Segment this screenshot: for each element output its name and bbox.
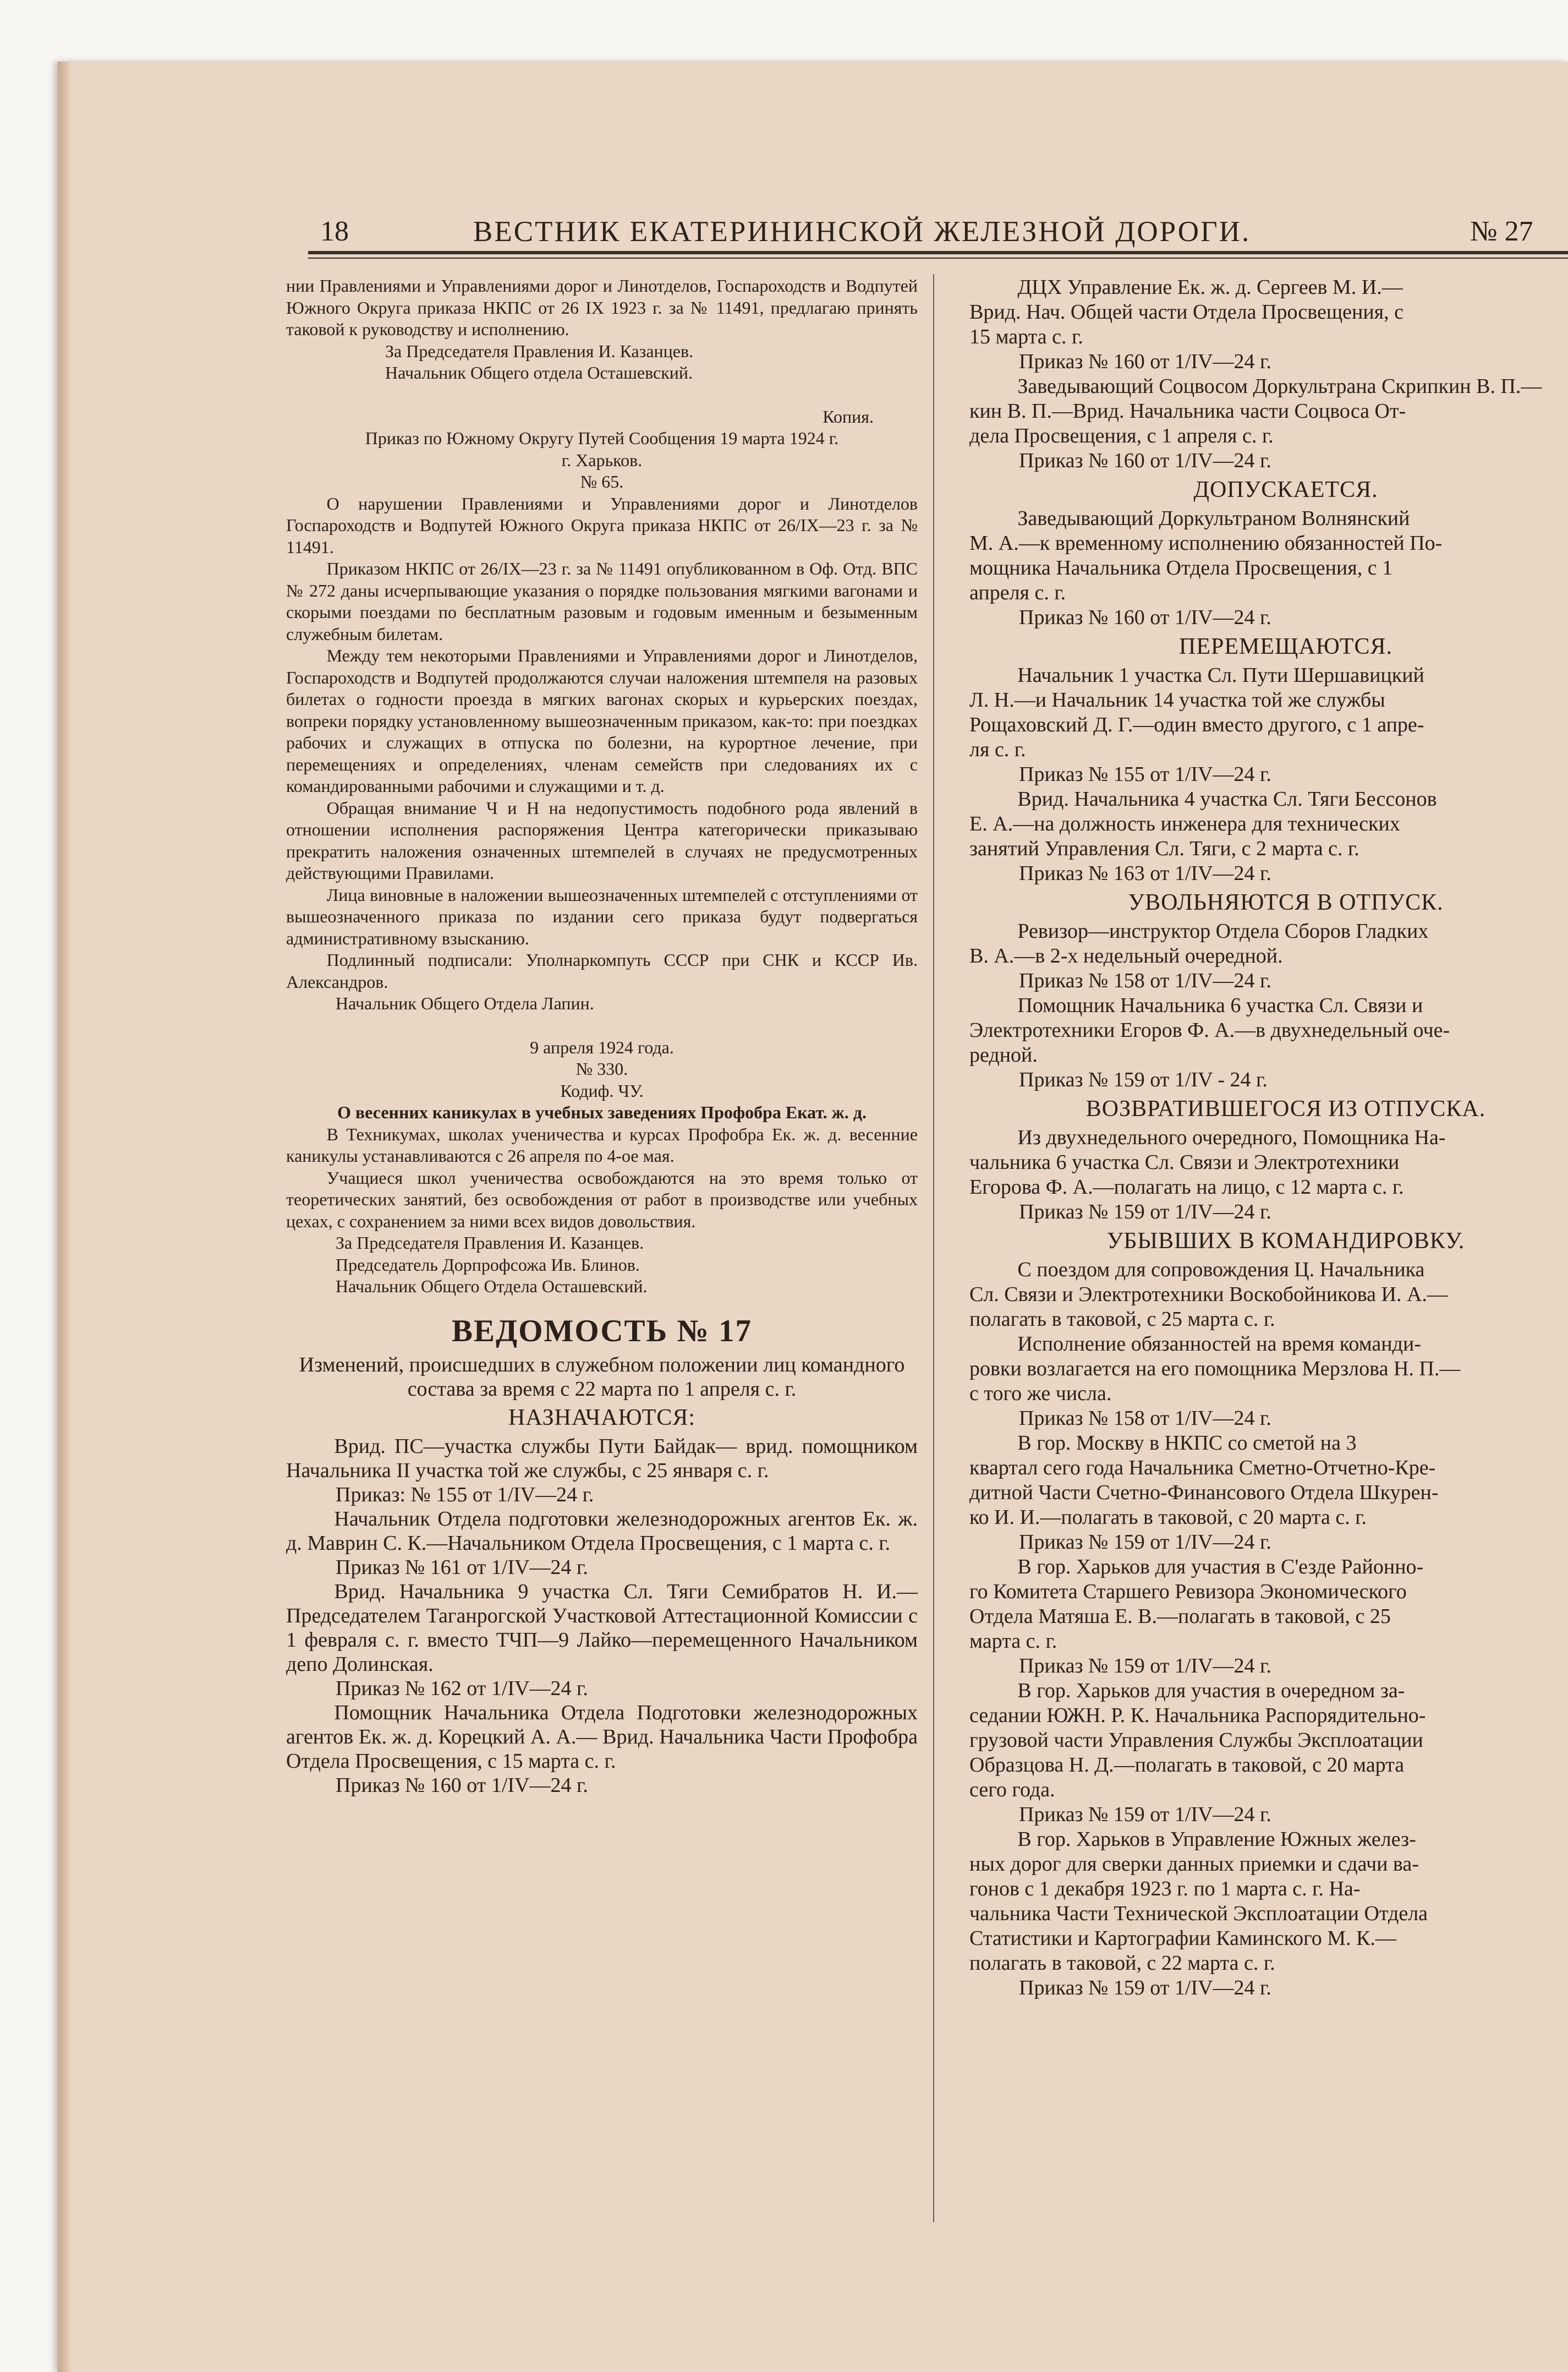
entry-text: Помощник Начальника Отдела Подготовки железнодорожных агентов Ек. ж. д. Корецкий А. А.— Врид. Начальника Части Профобра Отдела Просвещения, с 15 марта с. г. (286, 1701, 918, 1773)
text-line: кин В. П.—Врид. Начальника части Соцвоса От- (969, 400, 1406, 423)
text-line: чальника 6 участка Сл. Связи и Электротехники (969, 1151, 1400, 1174)
text-line: ДЦХ Управление Ек. ж. д. Сергеев М. И.— (1017, 276, 1403, 299)
text-line: Е. А.—на должность инженера для технических (969, 812, 1400, 835)
order-reference: Приказ № 161 от 1/IV—24 г. (336, 1555, 588, 1579)
text-line: Отдела Матяша Е. В.—полагать в таковой, с 25 (969, 1605, 1391, 1628)
copy-mark: Копия. (823, 406, 874, 427)
text-line: Из двухнедельного очередного, Помощника На- (1017, 1126, 1446, 1149)
text-line: В гор. Москву в НКПС со сметой на 3 (1017, 1431, 1357, 1455)
order-reference: Приказ № 159 от 1/IV - 24 г. (1019, 1068, 1268, 1091)
original-signed: Подлинный подписали: Уполнаркомпуть СССР при СНК и КССР Ив. Александров. (286, 950, 918, 992)
order-reference: Приказ № 162 от 1/IV—24 г. (336, 1676, 588, 1700)
paragraph: Лица виновные в наложении вышеозначенных штемпелей с отступлениями от вышеозначенного приказа по издании сего приказа будут подвергаться административному взысканию. (286, 884, 918, 948)
text-line: В гор. Харьков для участия в С'езде Районно- (1017, 1555, 1424, 1578)
order-reference: Приказ № 160 от 1/IV—24 г. (1019, 350, 1271, 373)
text-line: В. А.—в 2-х недельный очередной. (969, 944, 1283, 968)
text-line: Л. Н.—и Начальник 14 участка той же службы (969, 688, 1385, 712)
text-line: 15 марта с. г. (969, 325, 1083, 348)
paragraph: Обращая внимание Ч и Н на недопустимость подобного рода явлений в отношении исполнения распоряжения Центра категорически приказываю прекратить наложения означенных штемпелей в случаях не предусмотренных действующими Правилами. (286, 797, 918, 883)
text-line: Статистики и Картографии Каминского М. К.— (969, 1927, 1396, 1950)
entry-text: Врид. Начальника 9 участка Сл. Тяги Семибратов Н. И.—Председателем Таганрогской Участковой Аттестационной Комиссии с 1 февраля с. г. вместо ТЧП—9 Лайко—перемещенного Начальником депо Долинская. (286, 1579, 918, 1676)
text-line: редной. (969, 1043, 1038, 1067)
page-header (308, 212, 1568, 256)
paragraph: Учащиеся школ ученичества освобождаются на это время только от теоретических занятий, без освобождения от работ в производстве или учебных цехах, с сохранением за ними всех видов довольствия. (286, 1167, 918, 1231)
order-reference: Приказ № 163 от 1/IV—24 г. (1019, 862, 1271, 885)
text-line: с того же числа. (969, 1382, 1112, 1405)
page-number: 18 (320, 216, 349, 247)
text-line: мощника Начальника Отдела Просвещения, с 1 (969, 556, 1393, 580)
text-line: дела Просвещения, с 1 апреля с. г. (969, 424, 1274, 447)
text-line: В гор. Харьков в Управление Южных желез- (1017, 1828, 1416, 1851)
order-subject: О нарушении Правлениями и Управлениями дорог и Линотделов Госпароходств и Водпутей Южного Округа приказа НКПС от 26/IX—23 г. за № 11491. (286, 493, 918, 557)
section-heading: ВОЗВРАТИВШЕГОСЯ ИЗ ОТПУСКА. (1085, 1096, 1486, 1122)
paragraph: В Техникумах, школах ученичества и курсах Профобра Ек. ж. д. весенние каникулы устанавливаются с 26 апреля по 4-ое мая. (286, 1124, 918, 1166)
text-line: Рощаховский Д. Г.—один вместо другого, с 1 апре- (969, 713, 1424, 736)
order-number: № 65. (580, 472, 624, 491)
order-reference: Приказ № 160 от 1/IV—24 г. (336, 1773, 588, 1797)
text-line: Заведывающий Соцвосом Доркультрана Скрипкин В. П.— (1017, 375, 1542, 398)
text-line: М. А.—к временному исполнению обязанностей По- (969, 532, 1443, 555)
order-reference: Приказ № 155 от 1/IV—24 г. (1019, 763, 1271, 786)
order-place: г. Харьков. (561, 450, 643, 470)
order-reference: Приказ № 159 от 1/IV—24 г. (1019, 1976, 1271, 1999)
header-rule-thick (308, 251, 1568, 254)
text-line: полагать в таковой, с 22 марта с. г. (969, 1952, 1275, 1975)
text-line: квартал сего года Начальника Сметно-Отчетно-Кре- (969, 1456, 1436, 1479)
text-line: Помощник Начальника 6 участка Сл. Связи и (1017, 994, 1423, 1017)
statement-title: ВЕДОМОСТЬ № 17 (451, 1313, 753, 1348)
text-line: чальника Части Технической Эксплоатации Отдела (969, 1902, 1428, 1925)
text-line: седании ЮЖН. Р. К. Начальника Распорядительно- (969, 1704, 1426, 1727)
text-line: Ревизор—инструктор Отдела Сборов Гладких (1017, 920, 1429, 943)
section-heading: ПЕРЕМЕЩАЮТСЯ. (1178, 634, 1392, 659)
section-heading: УБЫВШИХ В КОМАНДИРОВКУ. (1106, 1228, 1465, 1254)
signature-line: Начальник Общего Отдела Осташевский. (336, 1276, 648, 1296)
signature-line: Председатель Дорпрофсожа Ив. Блинов. (336, 1254, 640, 1275)
text-line: грузовой части Управления Службы Эксплоатации (969, 1729, 1423, 1752)
text-line: Начальник 1 участка Сл. Пути Шершавицкий (1017, 664, 1424, 687)
text-line: ля с. г. (969, 738, 1026, 761)
order-number: № 330. (575, 1059, 628, 1079)
order-reference: Приказ № 158 от 1/IV—24 г. (1019, 969, 1271, 992)
order-reference: Приказ № 158 от 1/IV—24 г. (1019, 1407, 1271, 1430)
text-line: Исполнение обязанностей на время команди- (1017, 1332, 1421, 1356)
paragraph: Приказом НКПС от 26/IX—23 г. за № 11491 опубликованном в Оф. Отд. ВПС № 272 даны исчерпывающие указания о порядке пользования мягкими вагонами и скорыми поездами по бесплатным разовым и годовым именным и безыменным служебным билетам. (286, 559, 918, 644)
order-reference: Приказ № 160 от 1/IV—24 г. (1019, 606, 1271, 629)
text-line: ко И. И.—полагать в таковой, с 20 марта с. г. (969, 1506, 1367, 1529)
text-line: Сл. Связи и Электротехники Воскобойникова И. А.— (969, 1283, 1448, 1306)
text-line: Врид. Нач. Общей части Отдела Просвещения, с (969, 300, 1404, 324)
text-line: марта с. г. (969, 1630, 1057, 1653)
entry-text: Врид. ПС—участка службы Пути Байдак— врид. помощником Начальника II участка той же службы, с 25 января с. г. (286, 1434, 918, 1482)
section-heading: ДОПУСКАЕТСЯ. (1193, 477, 1378, 502)
column-divider (933, 274, 934, 2222)
order-date: 9 апреля 1924 года. (530, 1037, 674, 1057)
newspaper-title: ВЕСТНИК ЕКАТЕРИНИНСКОЙ ЖЕЛЕЗНОЙ ДОРОГИ. (473, 216, 1251, 248)
order-reference: Приказ № 159 от 1/IV—24 г. (1019, 1654, 1271, 1677)
order-code: Кодиф. ЧУ. (560, 1080, 644, 1101)
text-line: ровки возлагается на его помощника Мерзлова Н. П.— (969, 1357, 1461, 1380)
text-line: В гор. Харьков для участия в очередном за- (1017, 1679, 1405, 1702)
text-line: дитной Части Счетно-Финансового Отдела Шкурен- (969, 1481, 1439, 1504)
text-line: Егорова Ф. А.—полагать на лицо, с 12 марта с. г. (969, 1176, 1404, 1199)
sheet-edge-shadow (58, 62, 72, 2372)
order-title: Приказ по Южному Округу Путей Сообщения 19 марта 1924 г. (365, 428, 839, 448)
issue-number: № 27 (1470, 216, 1533, 247)
order-reference: Приказ: № 155 от 1/IV—24 г. (336, 1483, 594, 1506)
order-reference: Приказ № 160 от 1/IV—24 г. (1019, 449, 1271, 472)
text-line: сего года. (969, 1778, 1055, 1801)
text-line: Образцова Н. Д.—полагать в таковой, с 20 марта (969, 1753, 1405, 1777)
text-line: гонов с 1 декабря 1923 г. по 1 марта с. г. На- (969, 1877, 1361, 1900)
intro-text: нии Правлениями и Управлениями дорог и Линотделов, Госпароходств и Водпутей Южного Округа приказа НКПС от 26 IX 1923 г. за № 11491, предлагаю принять таковой к руководству и исполнению. (286, 276, 918, 339)
statement-subtitle: Изменений, происшедших в служебном положении лиц командного состава за время с 22 марта по 1 апреля с. г. (299, 1353, 905, 1401)
section-heading: УВОЛЬНЯЮТСЯ В ОТПУСК. (1128, 890, 1444, 915)
text-line: го Комитета Старшего Ревизора Экономического (969, 1580, 1407, 1603)
text-line: занятий Управления Сл. Тяги, с 2 марта с. г. (969, 837, 1359, 860)
text-line: С поездом для сопровождения Ц. Начальника (1017, 1258, 1425, 1281)
signature-line: За Председателя Правления И. Казанцев. (385, 341, 694, 361)
section-heading: НАЗНАЧАЮТСЯ: (508, 1404, 696, 1430)
order-subject: О весенних каникулах в учебных заведениях Профобра Екат. ж. д. (337, 1102, 867, 1122)
order-reference: Приказ № 159 от 1/IV—24 г. (1019, 1531, 1271, 1554)
right-column (969, 275, 1568, 2001)
text-line: Врид. Начальника 4 участка Сл. Тяги Бессонов (1017, 788, 1437, 811)
header-rule-thin (308, 258, 1568, 259)
text-line: ных дорог для сверки данных приемки и сдачи ва- (969, 1852, 1419, 1876)
text-line: Электротехники Егоров Ф. А.—в двухнедельный оче- (969, 1019, 1450, 1042)
entry-text: Начальник Отдела подготовки железнодорожных агентов Ек. ж. д. Маврин С. К.—Начальником Отдела Просвещения, с 1 марта с. г. (286, 1507, 918, 1555)
signature-line: За Председателя Правления И. Казанцев. (336, 1233, 644, 1253)
signature-line: Начальник Общего Отдела Лапин. (336, 993, 594, 1013)
order-reference: Приказ № 159 от 1/IV—24 г. (1019, 1803, 1271, 1826)
signature-line: Начальник Общего отдела Осташевский. (385, 363, 693, 382)
paragraph: Между тем некоторыми Правлениями и Управлениями дорог и Линотделов, Госпароходств и Водпутей продолжаются случаи наложения штемпеля на разовых билетах о годности проезда в мягких вагонах скорых и курьерских поездах, вопреки порядку установленному вышеозначенным приказом, как-то: при поездках рабочих и служащих в отпуска по болезни, на курортное лечение, при перемещениях и определениях, членам семейств при следованиях их с командированными рабочими и служащими и т. д. (286, 646, 918, 796)
text-line: апреля с. г. (969, 581, 1066, 604)
left-column (286, 275, 918, 1797)
text-line: Заведывающий Доркультраном Волнянский (1017, 507, 1410, 530)
text-line: полагать в таковой, с 25 марта с. г. (969, 1308, 1275, 1331)
order-reference: Приказ № 159 от 1/IV—24 г. (1019, 1200, 1271, 1223)
